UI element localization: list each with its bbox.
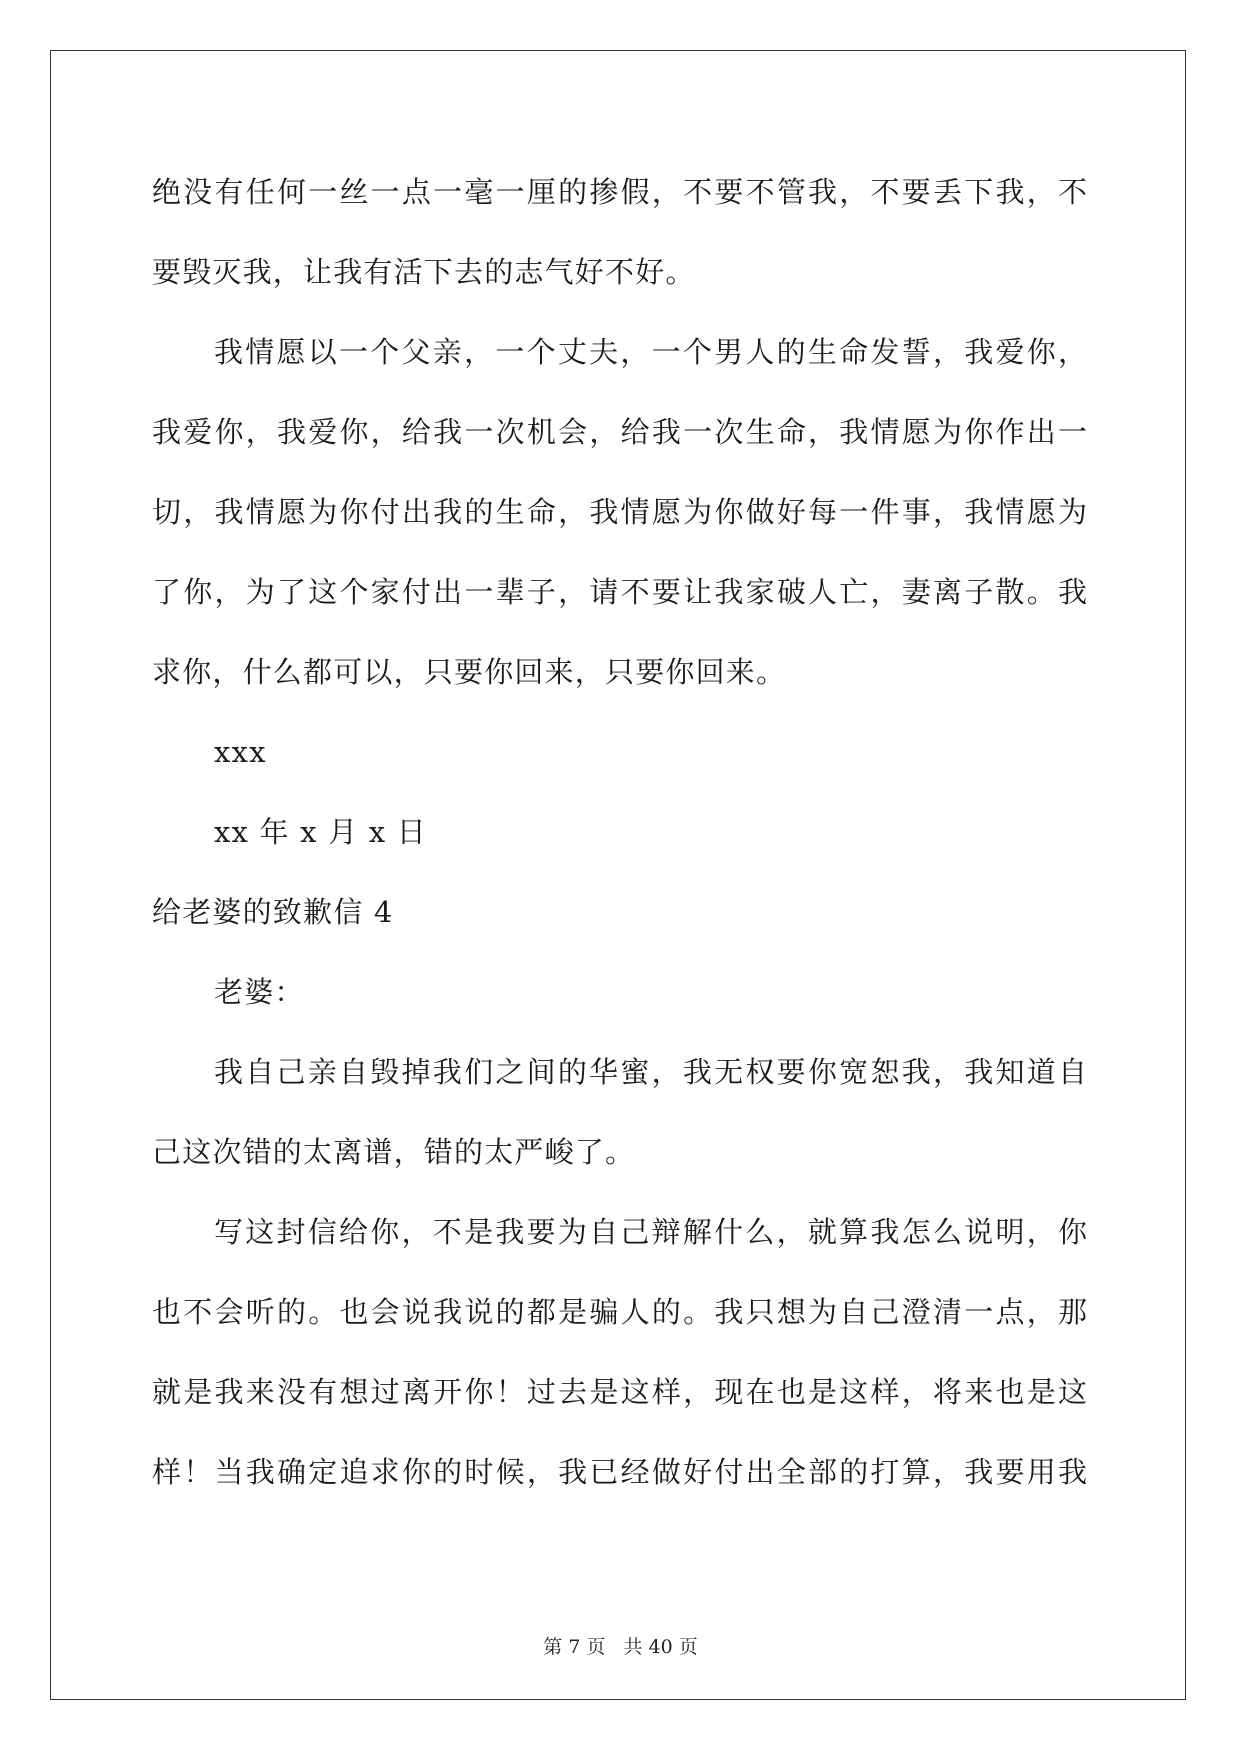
document-body <box>152 163 1087 1523</box>
text-line: 也不会听的。也会说我说的都是骗人的。我只想为自己澄清一点，那 <box>152 1295 1087 1329</box>
text-line: 写这封信给你，不是我要为自己辩解什么，就算我怎么说明，你 <box>214 1215 1087 1249</box>
text-line: 样！当我确定追求你的时候，我已经做好付出全部的打算，我要用我 <box>152 1455 1087 1489</box>
text-line: 我自己亲自毁掉我们之间的华蜜，我无权要你宽恕我，我知道自 <box>214 1055 1087 1089</box>
page-footer <box>0 1632 1241 1659</box>
page-total: 共 40 页 <box>623 1636 698 1658</box>
salutation: 老婆： <box>214 975 305 1009</box>
text-line: 求你，什么都可以，只要你回来，只要你回来。 <box>152 655 787 689</box>
text-line: 切，我情愿为你付出我的生命，我情愿为你做好每一件事，我情愿为 <box>152 495 1087 529</box>
text-line: 我爱你，我爱你，给我一次机会，给我一次生命，我情愿为你作出一 <box>152 415 1087 449</box>
date-line: xx 年 x 月 x 日 <box>214 815 427 849</box>
text-line: 了你，为了这个家付出一辈子，请不要让我家破人亡，妻离子散。我 <box>152 575 1087 609</box>
signature: xxx <box>214 735 267 769</box>
section-heading: 给老婆的致歉信 4 <box>152 895 394 929</box>
text-line: 绝没有任何一丝一点一毫一厘的掺假，不要不管我，不要丢下我，不 <box>152 175 1087 209</box>
page-number: 第 7 页 <box>543 1636 606 1658</box>
text-line: 己这次错的太离谱，错的太严峻了。 <box>152 1135 636 1169</box>
text-line: 就是我来没有想过离开你！过去是这样，现在也是这样，将来也是这 <box>152 1375 1087 1409</box>
text-line: 要毁灭我，让我有活下去的志气好不好。 <box>152 255 696 289</box>
text-line: 我情愿以一个父亲，一个丈夫，一个男人的生命发誓，我爱你， <box>214 335 1087 369</box>
